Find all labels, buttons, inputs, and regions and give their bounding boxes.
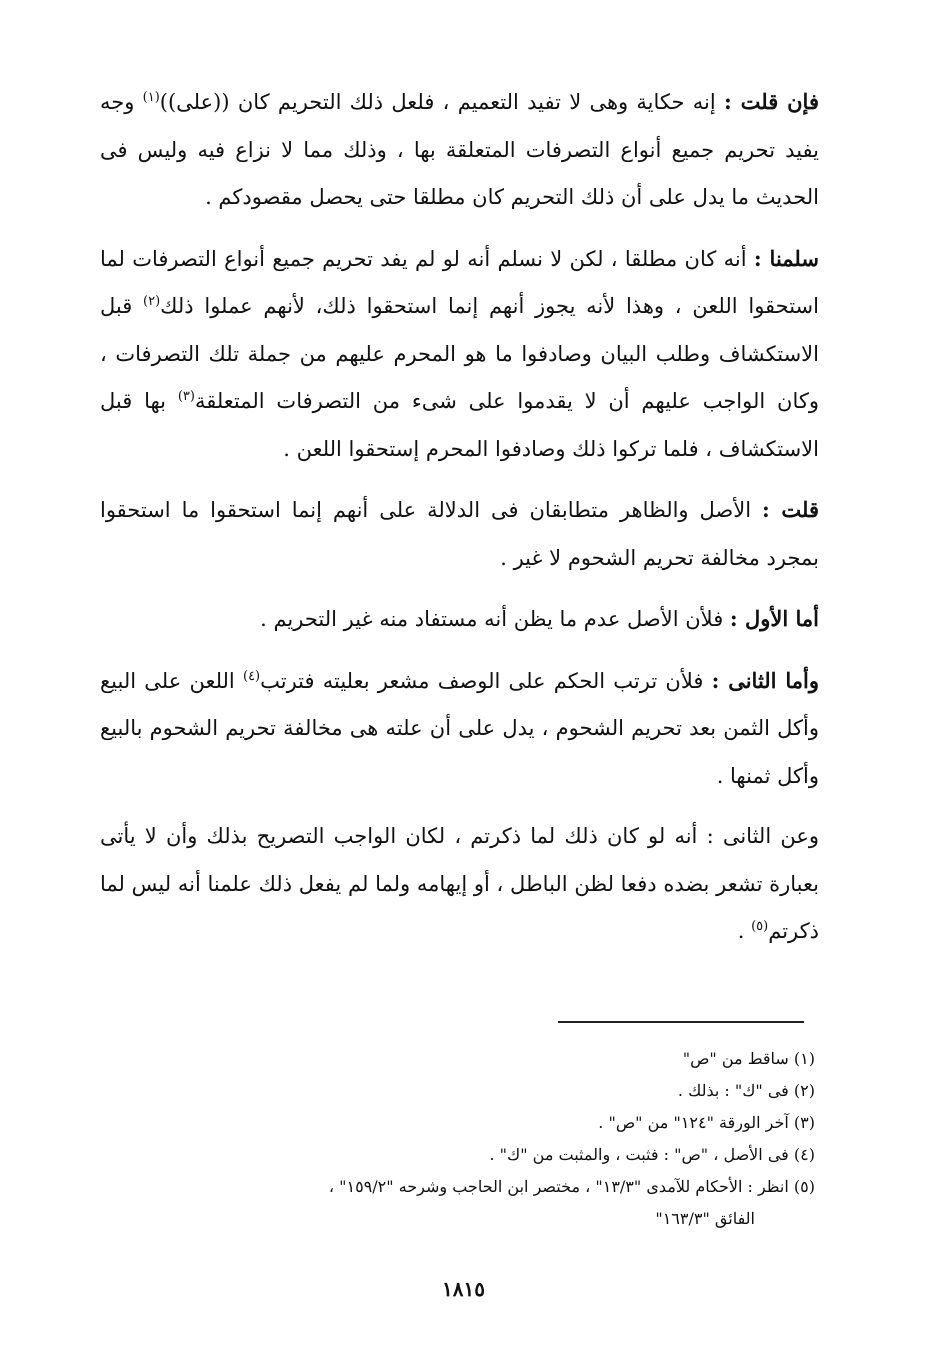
footnote-ref: (٢) (143, 294, 161, 309)
paragraph-lead: أما الأول : (729, 606, 819, 631)
paragraph-text: الأصل والظاهر متطابقان فى الدلالة على أنهم إنما استحقوا ما استحقوا بمجرد مخالفة تحريم الشحوم لا غير . (100, 498, 819, 570)
footnote-ref: (٤) (242, 668, 261, 684)
paragraph-4 (100, 595, 819, 644)
footnote-ref: (١) (142, 90, 160, 105)
paragraph-3 (100, 486, 819, 582)
paragraph-lead: سلمنا : (753, 245, 819, 271)
paragraph-lead: فإن قلت : (723, 89, 819, 114)
footnote-5-continued: الفائق "١٦٣/٣" (655, 1209, 755, 1228)
paragraph-text: وجه يفيد تحريم جميع أنواع التصرفات المتعلقة بها ، وذلك مما لا نزاع فيه وليس فى الحديث ما يدل على أن ذلك التحريم كان مطلقا حتى يحصل مقصودكم . (100, 90, 819, 209)
footnote-ref: (٥) (751, 919, 769, 934)
paragraph-text: فلأن ترتب الحكم على الوصف مشعر بعليته فترتب (260, 668, 704, 693)
footnote-5: (٥) انظر : الأحكام للآمدى "١٣/٣" ، مختصر ابن الحاجب وشرحه "١٥٩/٢" ، (328, 1177, 815, 1196)
footnote-3: (٣) آخر الورقة "١٢٤" من "ص" . (598, 1113, 815, 1132)
footnote-separator (558, 1021, 804, 1023)
paragraph-lead: وأما الثانى : (711, 667, 819, 693)
footnote-ref: (٣) (177, 389, 195, 404)
paragraph-2 (100, 235, 819, 474)
paragraph-text: اللعن على البيع وأكل الثمن بعد تحريم الشحوم ، يدل على أن علته هى مخالفة تحريم الشحوم بالبيع وأكل ثمنها . (100, 668, 819, 788)
paragraph-1 (100, 78, 819, 222)
main-text (100, 78, 819, 956)
paragraph-lead: قلت : (762, 497, 819, 522)
footnotes (90, 1043, 815, 1235)
footnote-4: (٤) فى الأصل ، "ص" : فثبت ، والمثبت من "ك" . (489, 1145, 815, 1164)
page-number: ١٨١٥ (442, 1277, 485, 1301)
paragraph-text: فلأن الأصل عدم ما يظن أنه مستفاد منه غير التحريم . (260, 607, 724, 631)
paragraph-text: بها قبل الاستكشاف ، فلما تركوا ذلك وصادفوا المحرم إستحقوا اللعن . (100, 389, 819, 461)
paragraph-text: . (737, 919, 745, 943)
paragraph-text: إنه حكاية وهى لا تفيد التعميم ، فلعل ذلك التحريم كان ((على)) (159, 90, 716, 114)
paragraph-6 (100, 813, 819, 956)
footnote-1: (١) ساقط من "ص" (682, 1049, 815, 1068)
paragraph-text: قبل الاستكشاف وطلب البيان وصادفوا ما هو المحرم عليهم من جملة تلك التصرفات ، وكان الواجب عليهم أن لا يقدموا على شىء من التصرفات المتعلقة (100, 294, 819, 413)
paragraph-5 (100, 657, 819, 801)
footnote-2: (٢) فى "ك" : بذلك . (677, 1081, 815, 1100)
paragraph-text: وعن الثانى : أنه لو كان ذلك لما ذكرتم ، لكان الواجب التصريح بذلك وأن لا يأتى بعبارة تشعر بضده دفعا لظن الباطل ، أو إيهامه ولما لم يفعل ذلك علمنا أنه ليس لما ذكرتم (100, 824, 819, 943)
paragraph-text: أنه كان مطلقا ، لكن لا نسلم أنه لو لم يفد تحريم جميع أنواع التصرفات لما استحقوا اللعن ، وهذا لأنه يجوز أنهم إنما استحقوا ذلك، لأنهم عملوا ذلك (100, 246, 819, 318)
